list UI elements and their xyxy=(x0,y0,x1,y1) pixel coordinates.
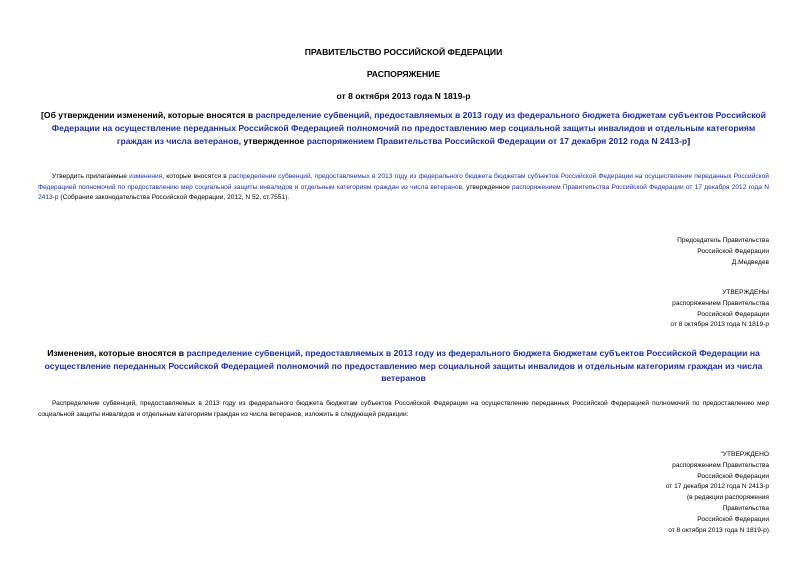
approval-line-3: Российской Федерации xyxy=(697,310,769,318)
document-date-number: от 8 октября 2013 года N 1819-р xyxy=(336,91,471,101)
changes-title-text: Изменения, которые вносятся в xyxy=(47,348,187,358)
title-text-2: , утвержденное xyxy=(238,136,307,146)
changes-title-link[interactable]: распределение субвенций, предоставляемых в 2013 году из федерального бюджета бюджетам субъектов Российской Федерации на осуществление переданных Российской Федерацией полномочий по предоставлению мер социальной защиты инвалидов и отдельным категориям граждан из числа ветеранов xyxy=(44,348,763,384)
signature-block xyxy=(677,236,769,268)
approval2-line-3: Российской Федерации xyxy=(697,472,769,480)
approval2-line-1: "УТВЕРЖДЕНО xyxy=(720,451,769,458)
approval2-line-5: (в редакции распоряжения xyxy=(686,494,769,502)
main-link-order-2413[interactable]: распоряжением Правительства Российской Федерации от 17 декабря 2012 года N 2413-р xyxy=(38,183,769,201)
signature-country: Российской Федерации xyxy=(697,247,769,255)
title-link-order-2413[interactable]: распоряжением Правительства Российской Федерации от 17 декабря 2012 года N 2413-р xyxy=(306,136,688,146)
approval2-line-6: Правительства xyxy=(722,504,769,512)
government-heading: ПРАВИТЕЛЬСТВО РОССИЙСКОЙ ФЕДЕРАЦИИ xyxy=(304,47,503,57)
changes-title xyxy=(36,347,771,385)
main-paragraph xyxy=(38,172,769,204)
main-link-changes[interactable]: изменения xyxy=(129,173,163,180)
approval-line-2: распоряжением Правительства xyxy=(672,299,769,307)
approval2-line-7: Российской Федерации xyxy=(697,515,769,523)
approval2-line-4: от 17 декабря 2012 года N 2413-р xyxy=(665,483,769,491)
changes-paragraph: Распределение субвенций, предоставляемых в 2013 году из федерального бюджета бюджетам субъектов Российской Федерации на осуществление переданных Российской Федерацией полномочий по предоставлению мер социальной защиты инвалидов и отдельным категориям граждан из числа ветеранов, изложить в следующей редакции: xyxy=(38,400,769,418)
title-link-distribution[interactable]: распределение субвенций, предоставляемых в 2013 году из федерального бюджета бюджетам субъектов Российской Федерации на осуществление переданных Российской Федерацией полномочий по предоставлению мер социальной защиты инвалидов и отдельным категориям граждан из числа ветеранов xyxy=(51,110,766,146)
approval-heading: УТВЕРЖДЕНЫ xyxy=(722,289,769,296)
title-text-1: [Об утверждении изменений, которые вносятся в xyxy=(41,110,256,120)
approval2-line-2: распоряжением Правительства xyxy=(672,461,769,469)
main-link-distribution[interactable]: распределение субвенций, предоставляемых в 2013 году из федерального бюджета бюджетам субъектов Российской Федерации на осуществление переданных Российской Федерацией полномочий по предоставлению мер социальной защиты инвалидов и отдельным категориям граждан из числа ветеранов xyxy=(38,173,769,191)
main-text-4: (Собрание законодательства Российской Федерации, 2012, N 52, ст.7551). xyxy=(58,194,290,201)
document-type-heading: РАСПОРЯЖЕНИЕ xyxy=(366,69,441,79)
document-title xyxy=(36,109,771,148)
approval-stamp xyxy=(670,288,769,331)
approval-line-4: от 8 октября 2013 года N 1819-р xyxy=(670,321,769,329)
approval2-line-8: от 8 октября 2013 года N 1819-р) xyxy=(668,526,769,534)
signature-name: Д.Медведев xyxy=(731,258,769,266)
main-text-1: Утвердить прилагаемые xyxy=(52,173,130,180)
approval-stamp-2 xyxy=(666,450,769,536)
main-text-2: , которые вносятся в xyxy=(162,173,229,180)
signature-position: Председатель Правительства xyxy=(677,237,769,244)
title-text-3: ] xyxy=(687,136,691,146)
main-text-3: , утвержденное xyxy=(462,183,512,191)
